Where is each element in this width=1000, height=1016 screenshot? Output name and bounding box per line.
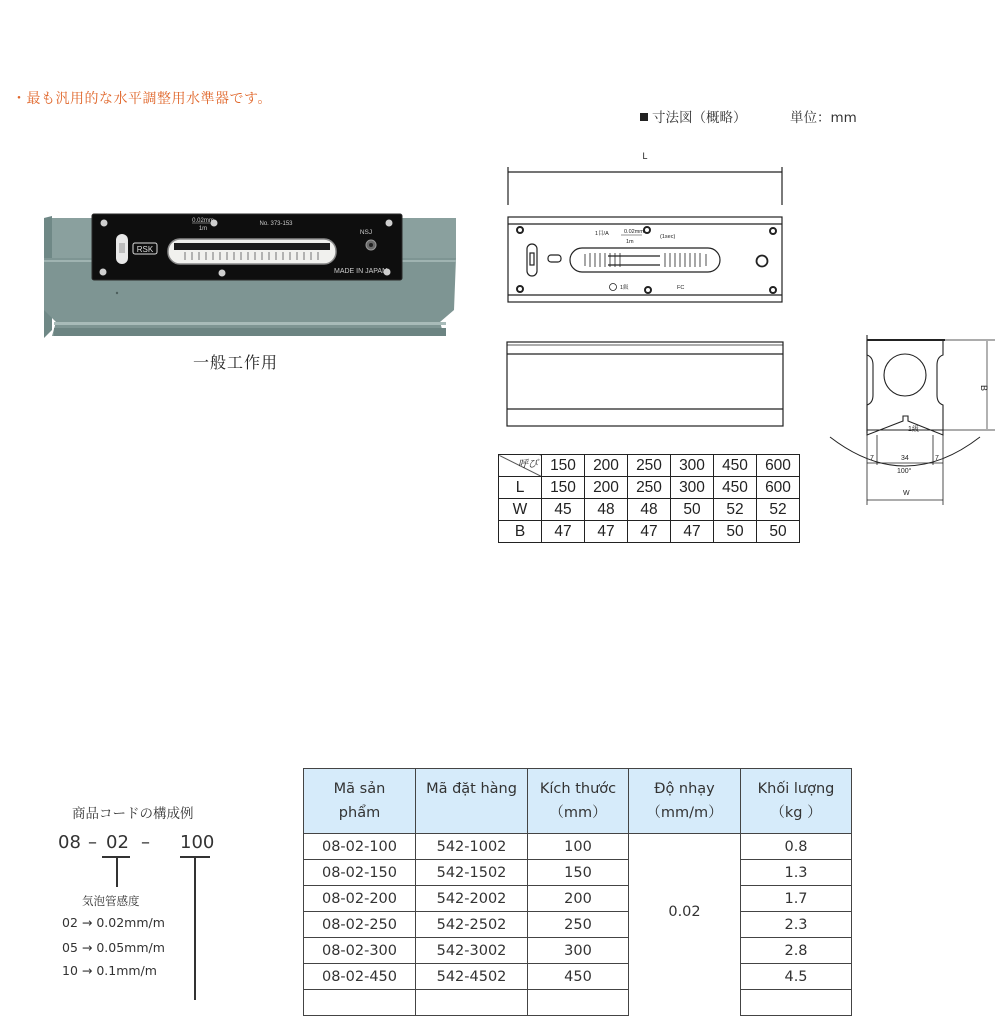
nominal-cell: 300 [671,455,714,477]
code-separator: – [88,832,97,853]
order-code-cell: 542-2002 [416,886,528,912]
row-label: W [499,499,542,521]
table-row [304,912,852,938]
weight-cell: 1.7 [741,886,852,912]
size-cell: 250 [528,912,629,938]
svg-text:7: 7 [935,455,939,462]
product-code-cell: 08-02-300 [304,938,416,964]
product-caption: 一般工作用 [193,353,279,372]
dim-cell: 45 [542,499,585,521]
sensitivity-item: 10 → 0.1mm/m [62,963,157,978]
svg-text:34: 34 [901,455,909,462]
order-code-cell: 542-4502 [416,964,528,990]
size-connector [194,857,196,1000]
table-row [304,964,852,990]
code-separator: – [141,832,150,853]
product-code-cell: 08-02-150 [304,860,416,886]
svg-text:(1sec): (1sec) [660,234,676,240]
code-example-title: 商品コードの構成例 [72,806,194,822]
product-code-cell: 08-02-200 [304,886,416,912]
header-sensitivity: Độ nhạy （mm/m） [629,769,741,834]
dim-cell: 47 [542,521,585,543]
svg-text:0.02mm: 0.02mm [624,229,644,235]
dim-cell: 50 [757,521,800,543]
weight-cell: 1.3 [741,860,852,886]
dimension-table-header-row [499,455,800,477]
product-code-cell: 08-02-250 [304,912,416,938]
dim-cell: 150 [542,477,585,499]
weight-cell: 2.8 [741,938,852,964]
svg-text:1m: 1m [626,239,634,245]
product-code-cell [304,990,416,1016]
weight-cell: 0.8 [741,834,852,860]
dim-cell: 450 [714,477,757,499]
dimension-row-l [499,477,800,499]
order-code-cell [416,990,528,1016]
svg-text:B: B [979,385,989,392]
svg-text:L: L [642,151,648,161]
svg-text:1m: 1m [198,226,208,232]
svg-text:1級: 1級 [620,285,629,291]
table-row [304,860,852,886]
sensitivity-cell: 0.02 [629,834,741,1016]
code-part-size: 100 [180,832,215,853]
product-code-cell: 08-02-100 [304,834,416,860]
headline-text: ・最も汎用的な水平調整用水準器です。 [12,91,272,107]
header-size: Kích thước （mm） [528,769,629,834]
nominal-cell: 150 [542,455,585,477]
nominal-cell: 600 [757,455,800,477]
header-order-code: Mã đặt hàng [416,769,528,834]
dimension-table [498,454,800,543]
dim-cell: 48 [585,499,628,521]
order-code-cell: 542-1002 [416,834,528,860]
dim-cell: 50 [714,521,757,543]
weight-cell: 4.5 [741,964,852,990]
dimension-title-text: 寸法図（概略） [652,110,747,126]
table-row-partial [304,990,852,1016]
svg-text:1目/A: 1目/A [595,231,609,237]
svg-text:1級: 1級 [908,426,919,433]
svg-text:7: 7 [870,455,874,462]
row-label: B [499,521,542,543]
weight-cell: 2.3 [741,912,852,938]
size-cell: 450 [528,964,629,990]
dim-cell: 47 [671,521,714,543]
end-view-drawing [825,335,995,505]
dimension-row-w [499,499,800,521]
dim-cell: 600 [757,477,800,499]
header-product-code: Mã sản phẩm [304,769,416,834]
table-row [304,834,852,860]
dim-cell: 47 [628,521,671,543]
svg-text:No. 373-153: No. 373-153 [259,221,293,227]
svg-text:NSJ: NSJ [359,229,373,236]
order-code-cell: 542-1502 [416,860,528,886]
size-cell: 100 [528,834,629,860]
side-view-drawing [500,338,790,430]
dimension-drawing-title [640,106,747,126]
code-part-sensitivity: 02 [106,832,129,853]
dimension-row-b [499,521,800,543]
order-code-cell: 542-2502 [416,912,528,938]
nominal-cell: 250 [628,455,671,477]
svg-text:RSK: RSK [136,245,154,254]
order-code-cell: 542-3002 [416,938,528,964]
square-bullet-icon [640,113,648,121]
size-cell [528,990,629,1016]
sensitivity-item: 05 → 0.05mm/m [62,940,165,955]
nominal-cell: 200 [585,455,628,477]
svg-text:W: W [903,490,910,497]
weight-cell [741,990,852,1016]
dim-cell: 48 [628,499,671,521]
svg-text:100°: 100° [897,468,912,475]
table-row [304,886,852,912]
dim-cell: 50 [671,499,714,521]
product-table [303,768,852,1016]
code-part-series: 08 [58,832,81,853]
nominal-cell: 450 [714,455,757,477]
product-code-cell: 08-02-450 [304,964,416,990]
svg-text:FC: FC [677,285,685,291]
dim-cell: 250 [628,477,671,499]
dimension-unit: 単位：mm [790,110,857,126]
product-table-header [304,769,852,834]
row-label: L [499,477,542,499]
dim-cell: 300 [671,477,714,499]
dim-cell: 47 [585,521,628,543]
header-weight: Khối lượng （kg ） [741,769,852,834]
corner-cell: 呼び [499,455,542,477]
dim-cell: 52 [714,499,757,521]
sensitivity-item: 02 → 0.02mm/m [62,915,165,930]
code-example-line [58,832,258,856]
sensitivity-connector [116,857,118,887]
precision-level-photo [40,210,460,345]
sensitivity-title: 気泡管感度 [82,894,140,908]
size-cell: 300 [528,938,629,964]
table-row [304,938,852,964]
size-cell: 150 [528,860,629,886]
top-view-drawing [500,145,790,305]
svg-text:0.02mm: 0.02mm [192,218,214,224]
dim-cell: 52 [757,499,800,521]
dim-cell: 200 [585,477,628,499]
size-cell: 200 [528,886,629,912]
svg-text:MADE IN JAPAN: MADE IN JAPAN [334,268,388,275]
